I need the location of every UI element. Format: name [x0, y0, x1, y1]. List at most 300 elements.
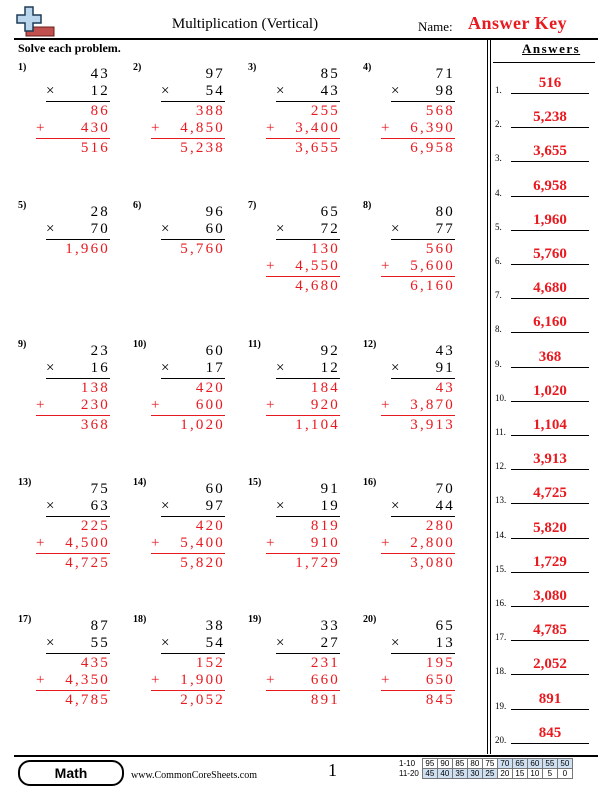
answer-value: 3,080 [533, 588, 567, 604]
answer-number: 14. [495, 529, 507, 540]
answer-line [511, 640, 589, 641]
multiplier: 54 [205, 83, 225, 99]
answer-row [495, 107, 595, 131]
answer-line [511, 196, 589, 197]
partial-product-1: 231 [310, 655, 340, 671]
answer-number: 4. [495, 187, 502, 198]
partial-product-2: 650 [425, 672, 455, 688]
problem-1 [18, 62, 128, 172]
problem-3 [248, 62, 358, 172]
answer-number: 13. [495, 495, 507, 506]
problem-number: 12) [363, 339, 377, 350]
multiplier-rule [276, 239, 340, 240]
partials-rule [381, 415, 455, 416]
answer-number: 16. [495, 598, 507, 608]
multiplier: 54 [205, 635, 225, 651]
problem-number: 3) [248, 62, 257, 73]
answer-number: 6. [495, 256, 502, 266]
answer-row [495, 278, 595, 302]
partial-product-1: 435 [80, 655, 110, 671]
partials-rule [381, 276, 455, 277]
answer-row [495, 586, 595, 610]
answer-value: 1,960 [533, 211, 567, 228]
answer-number: 8. [495, 324, 502, 335]
times-sign: × [276, 360, 285, 376]
score-table [397, 758, 573, 779]
answer-row [495, 518, 595, 542]
problem-number: 20) [363, 614, 377, 625]
plus-sign: + [36, 672, 45, 688]
answer-value: 5,238 [533, 109, 567, 126]
partials-rule [381, 690, 455, 691]
partial-product-2: 2,800 [410, 535, 455, 551]
final-product: 1,104 [295, 417, 340, 433]
multiplier: 63 [90, 498, 110, 514]
answer-row [495, 381, 595, 405]
multiplier: 77 [435, 221, 455, 237]
multiplier: 44 [435, 498, 455, 514]
multiplier: 17 [205, 360, 225, 376]
final-product: 4,785 [65, 692, 110, 708]
times-sign: × [276, 221, 285, 237]
partial-product-2: 660 [310, 672, 340, 688]
problem-number: 8) [363, 200, 372, 211]
multiplier-rule [161, 239, 225, 240]
problem-2 [133, 62, 243, 172]
plus-sign: + [151, 397, 160, 413]
score-cell: 55 [542, 759, 557, 769]
score-cell: 35 [452, 769, 467, 779]
answer-value: 4,725 [533, 485, 567, 502]
answer-value: 3,913 [533, 451, 567, 468]
plus-sign: + [381, 120, 390, 136]
score-cell: 25 [482, 769, 497, 779]
final-product: 5,238 [180, 140, 225, 156]
plus-sign: + [36, 535, 45, 551]
answer-number: 11. [495, 427, 506, 437]
problem-number: 10) [133, 339, 147, 350]
answer-row [495, 141, 595, 165]
final-product: 6,958 [410, 140, 455, 156]
problem-number: 2) [133, 62, 142, 73]
multiplicand: 92 [320, 343, 340, 359]
answer-row [495, 244, 595, 268]
score-cell: 0 [557, 769, 572, 779]
score-row-label: 1-10 [399, 759, 416, 768]
answer-value: 4,785 [533, 622, 567, 639]
problem-number: 9) [18, 339, 27, 350]
partial-product-2: 5,600 [410, 258, 455, 274]
answer-line [511, 743, 589, 744]
multiplier: 60 [205, 221, 225, 237]
multiplier: 12 [320, 360, 340, 376]
multiplier-rule [391, 101, 455, 102]
answer-value: 516 [538, 75, 562, 91]
answer-line [511, 161, 589, 162]
score-cell: 60 [527, 759, 542, 769]
multiplicand: 91 [320, 481, 340, 497]
answer-line [511, 538, 589, 539]
plus-sign: + [381, 397, 390, 413]
times-sign: × [46, 83, 55, 99]
partial-product-1: 560 [425, 241, 455, 257]
partials-rule [36, 138, 110, 139]
answer-row [495, 312, 595, 336]
plus-sign: + [266, 120, 275, 136]
problem-8 [363, 200, 473, 310]
score-cell: 20 [497, 769, 512, 779]
score-cell: 80 [467, 759, 482, 769]
answer-line [511, 332, 589, 333]
multiplier-rule [391, 239, 455, 240]
partials-rule [151, 690, 225, 691]
score-cell: 50 [557, 759, 572, 769]
problem-number: 4) [363, 62, 372, 73]
problem-number: 19) [248, 614, 262, 625]
partial-product-1: 130 [310, 241, 340, 257]
score-cell: 65 [512, 759, 527, 769]
plus-sign: + [266, 535, 275, 551]
answers-title: Answers [522, 41, 581, 56]
partials-rule [266, 690, 340, 691]
partials-rule [266, 138, 340, 139]
multiplicand: 43 [90, 66, 110, 82]
answer-value: 1,729 [533, 553, 567, 570]
times-sign: × [161, 83, 170, 99]
problem-14 [133, 477, 243, 587]
multiplicand: 23 [90, 343, 110, 359]
footer-divider [14, 755, 598, 757]
multiplicand: 60 [205, 343, 225, 359]
partial-product-2: 4,550 [295, 258, 340, 274]
answer-key-title: Answer Key [468, 13, 568, 33]
answer-line [511, 709, 589, 710]
problem-7 [248, 200, 358, 310]
answer-line [511, 127, 589, 128]
partials-rule [381, 553, 455, 554]
final-product: 6,160 [410, 278, 455, 294]
problem-10 [133, 339, 243, 449]
multiplier-rule [46, 653, 110, 654]
answer-number: 1. [495, 85, 502, 95]
plus-sign: + [266, 672, 275, 688]
multiplier: 70 [90, 221, 110, 237]
final-product: 1,960 [65, 241, 110, 257]
partial-product-1: 225 [80, 518, 110, 534]
partial-product-1: 43 [435, 380, 455, 396]
multiplier: 97 [205, 498, 225, 514]
multiplicand: 38 [205, 618, 225, 634]
problem-number: 7) [248, 200, 257, 211]
plus-sign: + [266, 397, 275, 413]
score-cell: 70 [497, 759, 512, 769]
partial-product-2: 920 [310, 397, 340, 413]
multiplier: 91 [435, 360, 455, 376]
answer-row [495, 176, 595, 200]
answer-number: 20. [495, 734, 507, 745]
partial-product-2: 230 [80, 397, 110, 413]
problem-6 [133, 200, 243, 310]
times-sign: × [161, 635, 170, 651]
problem-11 [248, 339, 358, 449]
answer-value: 5,820 [533, 519, 567, 536]
partials-rule [36, 553, 110, 554]
final-product: 516 [80, 140, 110, 156]
answer-row [495, 449, 595, 473]
multiplicand: 70 [435, 481, 455, 497]
plus-sign: + [381, 672, 390, 688]
final-product: 3,080 [410, 555, 455, 571]
math-badge: Math [18, 760, 124, 786]
problem-19 [248, 614, 358, 724]
problem-number: 13) [18, 477, 32, 488]
partial-product-1: 152 [195, 655, 225, 671]
partial-product-2: 4,850 [180, 120, 225, 136]
answer-line [511, 93, 589, 94]
partial-product-1: 255 [310, 103, 340, 119]
problem-number: 5) [18, 200, 27, 211]
partial-product-1: 280 [425, 518, 455, 534]
plus-sign: + [151, 535, 160, 551]
problem-12 [363, 339, 473, 449]
plus-sign: + [381, 258, 390, 274]
score-row-label: 11-20 [399, 769, 419, 778]
problem-18 [133, 614, 243, 724]
times-sign: × [161, 360, 170, 376]
problem-9 [18, 339, 128, 449]
times-sign: × [46, 635, 55, 651]
answer-value: 845 [538, 724, 562, 741]
final-product: 3,913 [410, 417, 455, 433]
score-cell: 75 [482, 759, 497, 769]
answer-value: 6,160 [533, 314, 567, 331]
plus-sign: + [151, 672, 160, 688]
final-product: 845 [425, 692, 455, 708]
multiplier: 16 [90, 360, 110, 376]
answer-row [495, 620, 595, 644]
footer-url: www.CommonCoreSheets.com [131, 770, 258, 781]
problem-number: 1) [18, 62, 27, 73]
partial-product-1: 420 [195, 518, 225, 534]
answer-value: 1,104 [533, 417, 567, 433]
answer-value: 891 [538, 690, 562, 707]
plus-sign: + [381, 535, 390, 551]
multiplicand: 65 [320, 204, 340, 220]
partial-product-2: 4,500 [65, 535, 110, 551]
instructions: Solve each problem. [18, 41, 121, 55]
score-cell: 40 [437, 769, 452, 779]
multiplier-rule [391, 653, 455, 654]
final-product: 368 [80, 417, 110, 433]
partials-rule [266, 276, 340, 277]
problem-4 [363, 62, 473, 172]
partials-rule [266, 415, 340, 416]
multiplicand: 71 [435, 66, 455, 82]
problem-13 [18, 477, 128, 587]
problem-number: 15) [248, 477, 262, 488]
problem-17 [18, 614, 128, 724]
answer-number: 5. [495, 221, 502, 232]
times-sign: × [46, 498, 55, 514]
partial-product-1: 184 [310, 380, 340, 396]
final-product: 4,725 [65, 555, 110, 571]
multiplier: 98 [435, 83, 455, 99]
answer-line [511, 264, 589, 265]
page-number: 1 [328, 760, 337, 780]
plus-sign: + [151, 120, 160, 136]
partials-rule [151, 415, 225, 416]
answer-row [495, 73, 595, 97]
score-row [397, 769, 572, 779]
multiplicand: 60 [205, 481, 225, 497]
problem-20 [363, 614, 473, 724]
answer-line [511, 469, 589, 470]
times-sign: × [276, 498, 285, 514]
multiplicand: 28 [90, 204, 110, 220]
multiplier-rule [46, 378, 110, 379]
partials-rule [381, 138, 455, 139]
problem-number: 14) [133, 477, 147, 488]
final-product: 891 [310, 692, 340, 708]
multiplicand: 80 [435, 204, 455, 220]
times-sign: × [46, 360, 55, 376]
partial-product-2: 1,900 [180, 672, 225, 688]
partials-rule [266, 553, 340, 554]
multiplier-rule [46, 516, 110, 517]
score-cell: 90 [437, 759, 452, 769]
multiplier-rule [276, 516, 340, 517]
multiplier: 12 [90, 83, 110, 99]
multiplier: 43 [320, 83, 340, 99]
final-product: 4,680 [295, 278, 340, 294]
final-product: 1,729 [295, 555, 340, 571]
answer-value: 3,655 [533, 143, 567, 160]
times-sign: × [276, 635, 285, 651]
score-cell: 85 [452, 759, 467, 769]
problem-15 [248, 477, 358, 587]
times-sign: × [161, 221, 170, 237]
page-title: Multiplication (Vertical) [171, 16, 319, 32]
answer-line [511, 606, 589, 607]
problem-number: 11) [248, 339, 261, 350]
answer-line [511, 298, 589, 299]
times-sign: × [391, 83, 400, 99]
multiplicand: 33 [320, 618, 340, 634]
partial-product-2: 4,350 [65, 672, 110, 688]
partial-product-1: 420 [195, 380, 225, 396]
partials-rule [36, 690, 110, 691]
score-cell: 10 [527, 769, 542, 779]
multiplier-rule [276, 653, 340, 654]
problem-number: 16) [363, 477, 377, 488]
answer-line [511, 503, 589, 504]
answer-line [511, 401, 589, 402]
answer-number: 19. [495, 700, 507, 711]
answer-number: 18. [495, 666, 507, 677]
multiplicand: 75 [90, 481, 110, 497]
answer-value: 2,052 [533, 656, 567, 673]
answer-row [495, 654, 595, 678]
multiplicand: 65 [435, 618, 455, 634]
answers-column-divider [490, 38, 491, 754]
answer-number: 3. [495, 153, 502, 164]
times-sign: × [391, 635, 400, 651]
multiplicand: 87 [90, 618, 110, 634]
problem-number: 6) [133, 200, 142, 211]
partials-rule [151, 553, 225, 554]
multiplier-rule [46, 101, 110, 102]
partial-product-2: 3,400 [295, 120, 340, 136]
multiplier-rule [161, 101, 225, 102]
plus-sign: + [266, 258, 275, 274]
partial-product-2: 5,400 [180, 535, 225, 551]
answer-number: 2. [495, 119, 502, 130]
answer-number: 10. [495, 392, 507, 403]
answer-value: 368 [538, 348, 562, 365]
score-cell: 95 [422, 759, 437, 769]
final-product: 2,052 [180, 692, 225, 708]
times-sign: × [46, 221, 55, 237]
answer-value: 1,020 [533, 382, 567, 399]
partial-product-1: 568 [425, 103, 455, 119]
answer-number: 17. [495, 632, 507, 643]
answer-row [495, 723, 595, 747]
score-row [397, 759, 572, 769]
answer-row [495, 552, 595, 576]
answer-row [495, 689, 595, 713]
score-cell: 5 [542, 769, 557, 779]
answers-column-divider [487, 38, 488, 754]
answer-row [495, 210, 595, 234]
multiplicand: 85 [320, 66, 340, 82]
answer-line [511, 367, 589, 368]
times-sign: × [391, 221, 400, 237]
multiplier: 72 [320, 221, 340, 237]
answer-row [495, 347, 595, 371]
partial-product-2: 600 [195, 397, 225, 413]
times-sign: × [391, 360, 400, 376]
answer-value: 6,958 [533, 177, 567, 194]
problem-5 [18, 200, 128, 310]
score-cell: 45 [422, 769, 437, 779]
final-product: 5,820 [180, 555, 225, 571]
multiplier-rule [161, 653, 225, 654]
problem-16 [363, 477, 473, 587]
partials-rule [36, 415, 110, 416]
score-cell: 15 [512, 769, 527, 779]
final-product: 5,760 [180, 241, 225, 257]
partial-product-1: 388 [195, 103, 225, 119]
answer-row [495, 415, 595, 439]
multiplier-rule [276, 378, 340, 379]
multiplier: 27 [320, 635, 340, 651]
multiplier-rule [161, 516, 225, 517]
score-cell: 30 [467, 769, 482, 779]
partial-product-1: 138 [80, 380, 110, 396]
times-sign: × [161, 498, 170, 514]
multiplier-rule [46, 239, 110, 240]
partial-product-2: 430 [80, 120, 110, 136]
final-product: 1,020 [180, 417, 225, 433]
answer-number: 9. [495, 358, 502, 369]
times-sign: × [391, 498, 400, 514]
answer-line [511, 230, 589, 231]
multiplier-rule [161, 378, 225, 379]
times-sign: × [276, 83, 285, 99]
plus-sign: + [36, 120, 45, 136]
multiplier: 19 [320, 498, 340, 514]
partial-product-2: 3,870 [410, 397, 455, 413]
